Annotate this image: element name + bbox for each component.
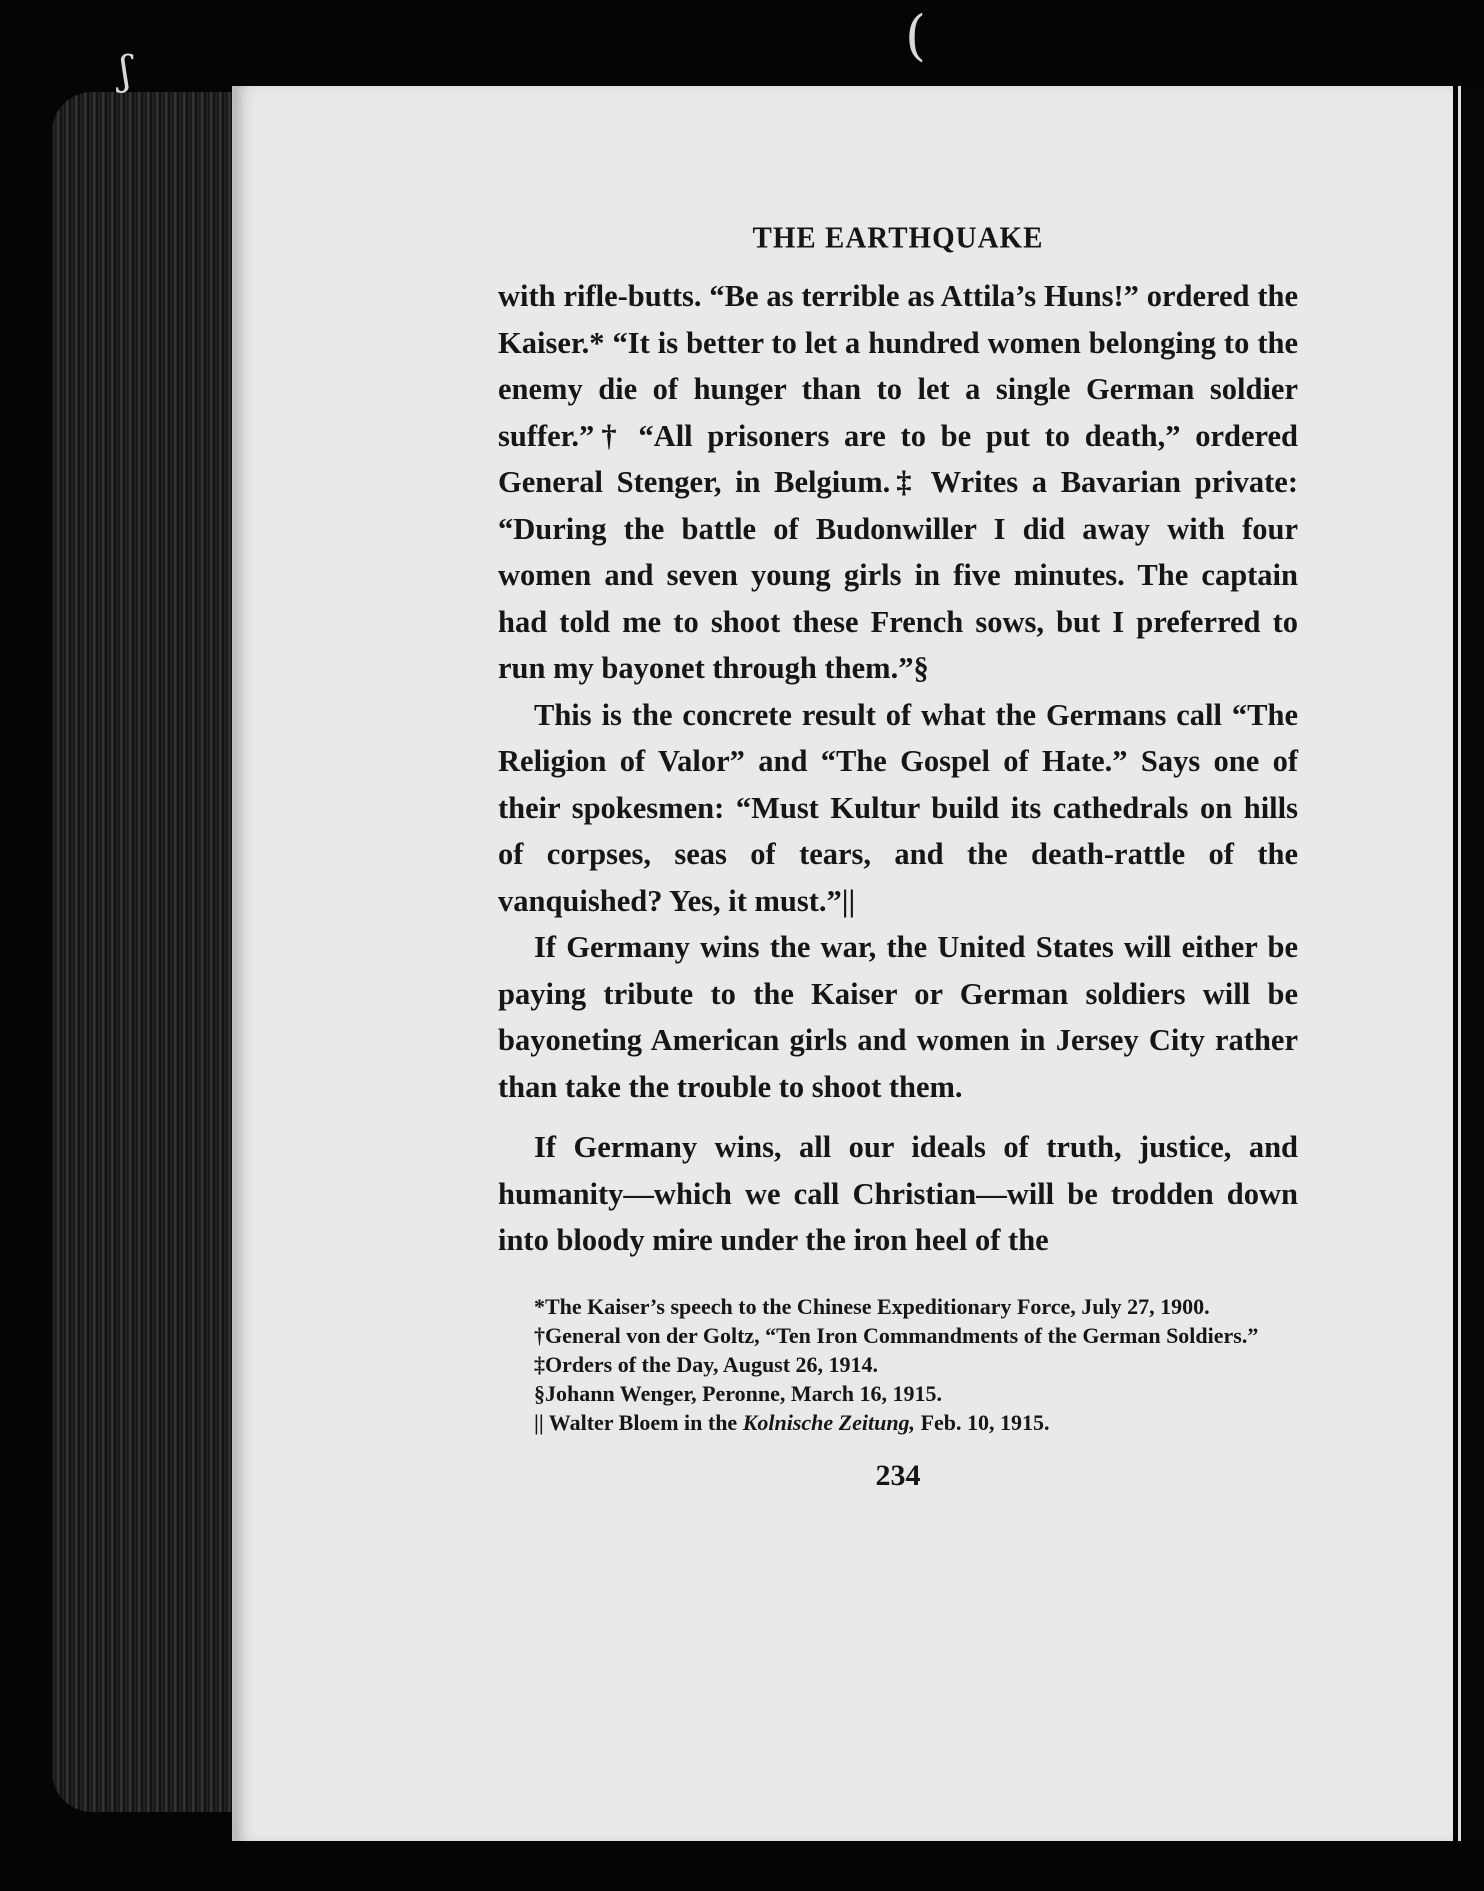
scan-artifact-mark: (: [905, 4, 927, 67]
footnote: [502, 1408, 1298, 1437]
running-head: THE EARTHQUAKE: [752, 221, 1044, 255]
footnotes: [498, 1292, 1298, 1437]
scan-artifact-mark: ʃ: [120, 48, 131, 94]
footnote: §Johann Wenger, Peronne, March 16, 1915.: [534, 1380, 943, 1406]
body-paragraph: If Germany wins the war, the United States will either be paying tribute to the Kaiser or German soldiers will be bayoneting American girls and women in Jersey City rather than take the trouble to shoot them.: [498, 930, 1298, 1104]
footnote-italic-title: Kolnische Zeitung,: [742, 1409, 916, 1435]
footnote-prefix: || Walter Bloem in the: [534, 1409, 738, 1435]
footnote-suffix: Feb. 10, 1915.: [920, 1409, 1050, 1435]
footnote: †General von der Goltz, “Ten Iron Commandments of the German Soldiers.”: [534, 1322, 1259, 1348]
facing-page-edge: [1458, 86, 1484, 1841]
body-paragraph: with rifle-butts. “Be as terrible as Attila’s Huns!” ordered the Kaiser.* “It is better to let a hundred women belonging to the enemy die of hunger than to let a single German soldier suffer.”† “All prisoners are to be put to death,” ordered General Stenger, in Belgium.‡ Writes a Bavarian private: “During the battle of Budonwiller I did away with four women and seven young girls in five minutes. The captain had told me to shoot these French sows, but I preferred to run my bayonet through them.”§: [498, 279, 1298, 685]
footnote: ‡Orders of the Day, August 26, 1914.: [534, 1351, 879, 1377]
page-number: 234: [875, 1458, 921, 1492]
book-fore-edge: [52, 92, 252, 1812]
page-text-block: [498, 222, 1298, 1493]
footnote: *The Kaiser’s speech to the Chinese Expeditionary Force, July 27, 1900.: [534, 1293, 1210, 1319]
body-paragraph: If Germany wins, all our ideals of truth, justice, and humanity—which we call Christian—will be trodden down into bloody mire under the iron heel of the: [498, 1130, 1298, 1257]
body-paragraph: This is the concrete result of what the Germans call “The Religion of Valor” and “The Gospel of Hate.” Says one of their spokesmen: “Must Kultur build its cathedrals on hills of corpses, seas of tears, and the death-rattle of the vanquished? Yes, it must.”||: [498, 697, 1298, 918]
